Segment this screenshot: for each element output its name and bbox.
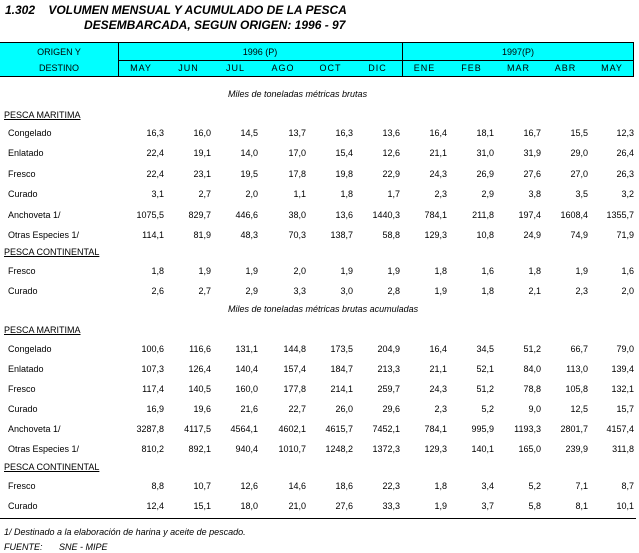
table-cell: 12,6 <box>382 148 400 159</box>
table-cell: 16,7 <box>523 128 541 138</box>
table-cell: 1248,2 <box>325 444 353 454</box>
table-cell: 4564,1 <box>230 424 258 434</box>
table-row <box>0 344 639 357</box>
table-cell: 31,0 <box>476 148 494 159</box>
table-cell: 213,3 <box>377 364 400 374</box>
year-1996-header: 1996 (P) <box>242 47 278 57</box>
table-cell: 2,6 <box>151 286 164 296</box>
year-1997-header: 1997(P) <box>501 47 535 57</box>
table-cell: 70,3 <box>288 230 306 240</box>
table-row <box>0 384 639 397</box>
table-cell: 131,1 <box>235 344 258 354</box>
table-row <box>0 444 639 457</box>
table-cell: 4602,1 <box>278 424 306 434</box>
source-label: FUENTE: <box>4 542 43 552</box>
table-cell: 12,3 <box>616 128 634 138</box>
table-cell: 1608,4 <box>560 209 588 220</box>
table-cell: 74,9 <box>570 230 588 240</box>
table-number: 1.302 <box>5 3 36 17</box>
table-cell: 31,9 <box>523 148 541 159</box>
source-value: SNE - MIPE <box>59 542 108 552</box>
row-label: Anchoveta 1/ <box>8 424 61 434</box>
month-header: DIC <box>368 63 387 73</box>
row-label: Otras Especies 1/ <box>8 230 80 240</box>
table-cell: 16,0 <box>193 128 211 138</box>
month-headers <box>0 63 634 75</box>
table-row <box>0 128 639 141</box>
table-cell: 5,2 <box>481 404 494 414</box>
table-cell: 51,2 <box>523 344 541 354</box>
table-cell: 2,1 <box>528 286 541 296</box>
table-cell: 1,8 <box>481 286 494 296</box>
table-cell: 239,9 <box>565 444 588 454</box>
table-cell: 33,3 <box>382 501 400 511</box>
table-cell: 17,0 <box>288 148 306 159</box>
table-row <box>0 148 639 161</box>
table-cell: 5,8 <box>528 501 541 511</box>
table-cell: 34,5 <box>476 344 494 354</box>
title-line-2: DESEMBARCADA, SEGUN ORIGEN: 1996 - 97 <box>84 18 346 32</box>
table-cell: 1,9 <box>387 266 400 276</box>
table-cell: 22,9 <box>382 168 400 179</box>
table-cell: 2,3 <box>434 404 447 414</box>
table-cell: 19,8 <box>335 168 353 179</box>
table-cell: 9,0 <box>528 404 541 414</box>
table-cell: 8,7 <box>621 481 634 491</box>
table-cell: 1,8 <box>434 481 447 491</box>
table-cell: 2,9 <box>245 286 258 296</box>
table-cell: 113,0 <box>566 364 588 374</box>
table-cell: 3,3 <box>293 286 306 296</box>
table-cell: 15,1 <box>193 501 211 511</box>
table-cell: 1,9 <box>340 266 353 276</box>
section-continental-monthly: PESCA CONTINENTAL <box>4 247 100 257</box>
table-cell: 14,5 <box>240 128 258 138</box>
table-cell: 7,1 <box>575 481 588 491</box>
table-cell: 29,6 <box>382 404 400 414</box>
table-cell: 22,3 <box>382 481 400 491</box>
table-cell: 26,0 <box>335 404 353 414</box>
table-cell: 16,9 <box>146 404 164 414</box>
table-cell: 18,1 <box>476 128 494 138</box>
table-cell: 84,0 <box>523 364 541 374</box>
table-cell: 197,4 <box>518 209 541 220</box>
table-row <box>0 210 639 223</box>
table-cell: 8,8 <box>151 481 164 491</box>
month-header: FEB <box>461 63 482 73</box>
table-cell: 1,9 <box>434 501 447 511</box>
table-cell: 3,1 <box>151 189 164 200</box>
table-cell: 2,0 <box>621 286 634 296</box>
table-cell: 8,1 <box>575 501 588 511</box>
table-cell: 12,4 <box>146 501 164 511</box>
row-label: Fresco <box>8 384 36 394</box>
table-cell: 144,8 <box>283 344 306 354</box>
table-cell: 26,9 <box>476 168 494 179</box>
table-cell: 3,5 <box>575 189 588 200</box>
month-header: OCT <box>319 63 342 73</box>
table-cell: 4615,7 <box>325 424 353 434</box>
table-cell: 184,7 <box>330 364 353 374</box>
table-cell: 157,4 <box>283 364 306 374</box>
table-row <box>0 404 639 417</box>
table-cell: 140,4 <box>235 364 258 374</box>
table-cell: 117,4 <box>142 384 164 394</box>
table-row <box>0 364 639 377</box>
table-cell: 26,3 <box>616 168 634 179</box>
table-cell: 132,1 <box>611 384 634 394</box>
table-cell: 2,0 <box>245 189 258 200</box>
table-cell: 126,4 <box>188 364 211 374</box>
table-cell: 105,8 <box>565 384 588 394</box>
table-cell: 16,4 <box>429 128 447 138</box>
table-row <box>0 169 639 182</box>
table-cell: 1,6 <box>481 266 494 276</box>
table-cell: 784,1 <box>424 424 447 434</box>
table-cell: 13,7 <box>288 128 306 138</box>
table-cell: 177,8 <box>283 384 306 394</box>
table-cell: 15,4 <box>335 148 353 159</box>
table-cell: 1,8 <box>528 266 541 276</box>
table-cell: 204,9 <box>377 344 400 354</box>
row-label: Congelado <box>8 344 52 354</box>
table-cell: 829,7 <box>188 209 211 220</box>
month-header: MAY <box>601 63 623 73</box>
table-cell: 2,7 <box>198 189 211 200</box>
table-cell: 784,1 <box>424 209 447 220</box>
table-cell: 27,6 <box>335 501 353 511</box>
table-cell: 1,8 <box>151 266 164 276</box>
units-monthly: Miles de toneladas métricas brutas <box>228 89 368 99</box>
table-cell: 13,6 <box>335 209 353 220</box>
table-cell: 1075,5 <box>136 209 164 220</box>
table-cell: 48,3 <box>240 230 258 240</box>
table-cell: 160,0 <box>235 384 258 394</box>
month-header: MAR <box>507 63 530 73</box>
table-cell: 14,0 <box>240 148 258 159</box>
table-cell: 100,6 <box>141 344 164 354</box>
table-row <box>0 481 639 494</box>
table-cell: 1,7 <box>387 189 400 200</box>
table-cell: 24,9 <box>523 230 541 240</box>
table-cell: 2,3 <box>434 189 447 200</box>
table-cell: 26,4 <box>616 148 634 159</box>
table-cell: 2,9 <box>481 189 494 200</box>
table-title <box>5 3 347 17</box>
table-cell: 21,1 <box>429 148 447 159</box>
table-cell: 19,6 <box>193 404 211 414</box>
table-cell: 140,5 <box>188 384 211 394</box>
table-cell: 1,8 <box>340 189 353 200</box>
table-cell: 1,1 <box>293 189 306 200</box>
table-cell: 114,1 <box>142 230 164 240</box>
table-row <box>0 266 639 279</box>
table-cell: 3,2 <box>621 189 634 200</box>
table-cell: 1372,3 <box>372 444 400 454</box>
origen-header: ORIGEN Y <box>37 47 81 57</box>
table-cell: 173,5 <box>330 344 353 354</box>
month-header: ENE <box>413 63 436 73</box>
table-cell: 129,3 <box>424 444 447 454</box>
table-cell: 1,9 <box>245 266 258 276</box>
destino-header: DESTINO <box>38 63 79 73</box>
table-cell: 10,1 <box>616 501 634 511</box>
row-label: Fresco <box>8 266 36 276</box>
table-cell: 29,0 <box>570 148 588 159</box>
table-cell: 66,7 <box>570 344 588 354</box>
table-cell: 138,7 <box>330 230 353 240</box>
title-line-1: VOLUMEN MENSUAL Y ACUMULADO DE LA PESCA <box>48 3 347 17</box>
table-cell: 1,6 <box>621 266 634 276</box>
table-cell: 13,6 <box>382 128 400 138</box>
table-row <box>0 501 639 514</box>
table-cell: 18,6 <box>335 481 353 491</box>
table-cell: 22,7 <box>288 404 306 414</box>
table-cell: 16,3 <box>335 128 353 138</box>
table-cell: 1010,7 <box>278 444 306 454</box>
table-cell: 27,6 <box>523 168 541 179</box>
table-cell: 12,5 <box>570 404 588 414</box>
table-cell: 3,0 <box>340 286 353 296</box>
table-cell: 1,8 <box>434 266 447 276</box>
table-cell: 211,8 <box>472 209 494 220</box>
table-cell: 446,6 <box>235 209 258 220</box>
month-header: JUL <box>225 63 245 73</box>
table-cell: 17,8 <box>288 168 306 179</box>
table-cell: 81,9 <box>193 230 211 240</box>
table-cell: 24,3 <box>429 384 447 394</box>
table-row <box>0 286 639 299</box>
table-cell: 7452,1 <box>372 424 400 434</box>
table-cell: 18,0 <box>240 501 258 511</box>
table-cell: 38,0 <box>288 209 306 220</box>
table-cell: 139,4 <box>611 364 634 374</box>
table-cell: 214,1 <box>330 384 353 394</box>
table-cell: 4157,4 <box>606 424 634 434</box>
row-label: Congelado <box>8 128 52 138</box>
table-cell: 78,8 <box>523 384 541 394</box>
table-row <box>0 230 639 243</box>
table-row <box>0 189 639 202</box>
row-label: Enlatado <box>8 148 44 159</box>
row-label: Curado <box>8 286 38 296</box>
table-cell: 311,8 <box>612 444 634 454</box>
table-cell: 2,0 <box>293 266 306 276</box>
row-label: Otras Especies 1/ <box>8 444 80 454</box>
table-cell: 12,6 <box>240 481 258 491</box>
table-cell: 3,7 <box>481 501 494 511</box>
table-cell: 116,6 <box>189 344 211 354</box>
table-cell: 3287,8 <box>136 424 164 434</box>
table-cell: 58,8 <box>382 230 400 240</box>
table-cell: 259,7 <box>377 384 400 394</box>
source <box>4 542 108 552</box>
table-cell: 21,0 <box>288 501 306 511</box>
table-cell: 21,6 <box>240 404 258 414</box>
table-cell: 10,8 <box>476 230 494 240</box>
month-header: JUN <box>178 63 199 73</box>
table-cell: 52,1 <box>476 364 494 374</box>
table-row <box>0 424 639 437</box>
row-label: Curado <box>8 189 38 200</box>
month-header: AGO <box>271 63 295 73</box>
table-cell: 10,7 <box>193 481 211 491</box>
table-cell: 1,9 <box>575 266 588 276</box>
table-cell: 27,0 <box>570 168 588 179</box>
row-label: Fresco <box>8 168 36 179</box>
table-cell: 3,8 <box>528 189 541 200</box>
table-cell: 892,1 <box>188 444 211 454</box>
table-cell: 23,1 <box>193 168 211 179</box>
footnote: 1/ Destinado a la elaboración de harina y aceite de pescado. <box>4 527 246 537</box>
table-cell: 16,4 <box>429 344 447 354</box>
table-cell: 15,7 <box>616 404 634 414</box>
table-cell: 19,1 <box>193 148 211 159</box>
table-cell: 165,0 <box>518 444 541 454</box>
table-cell: 5,2 <box>528 481 541 491</box>
row-label: Enlatado <box>8 364 44 374</box>
table-cell: 3,4 <box>481 481 494 491</box>
row-label: Curado <box>8 501 38 511</box>
table-cell: 107,3 <box>141 364 164 374</box>
table-header <box>0 42 634 77</box>
table-cell: 2,8 <box>387 286 400 296</box>
table-cell: 1193,3 <box>514 424 541 434</box>
table-cell: 2,3 <box>575 286 588 296</box>
table-cell: 995,9 <box>471 424 494 434</box>
table-cell: 24,3 <box>429 168 447 179</box>
section-continental-accum: PESCA CONTINENTAL <box>4 462 100 472</box>
bottom-rule <box>0 518 636 519</box>
table-cell: 2801,7 <box>560 424 588 434</box>
table-cell: 22,4 <box>146 148 164 159</box>
month-header: ABR <box>554 63 577 73</box>
table-cell: 71,9 <box>616 230 634 240</box>
table-cell: 129,3 <box>424 230 447 240</box>
table-cell: 14,6 <box>288 481 306 491</box>
units-accumulated: Miles de toneladas métricas brutas acumuladas <box>228 304 419 314</box>
table-cell: 21,1 <box>429 364 447 374</box>
table-cell: 79,0 <box>616 344 634 354</box>
table-cell: 1,9 <box>198 266 211 276</box>
section-maritima-accum: PESCA MARITIMA <box>4 325 81 335</box>
table-cell: 940,4 <box>235 444 258 454</box>
table-cell: 1440,3 <box>372 209 400 220</box>
table-cell: 810,2 <box>141 444 164 454</box>
table-cell: 51,2 <box>476 384 494 394</box>
table-cell: 2,7 <box>198 286 211 296</box>
row-label: Curado <box>8 404 38 414</box>
table-cell: 22,4 <box>146 168 164 179</box>
table-cell: 1355,7 <box>606 209 634 220</box>
row-label: Anchoveta 1/ <box>8 209 61 220</box>
row-label: Fresco <box>8 481 36 491</box>
month-header: MAY <box>130 63 152 73</box>
table-cell: 19,5 <box>240 168 258 179</box>
table-cell: 4117,5 <box>184 424 211 434</box>
table-cell: 16,3 <box>146 128 164 138</box>
table-cell: 1,9 <box>434 286 447 296</box>
section-maritima-monthly: PESCA MARITIMA <box>4 110 81 120</box>
table-cell: 15,5 <box>570 128 588 138</box>
table-cell: 140,1 <box>471 444 494 454</box>
